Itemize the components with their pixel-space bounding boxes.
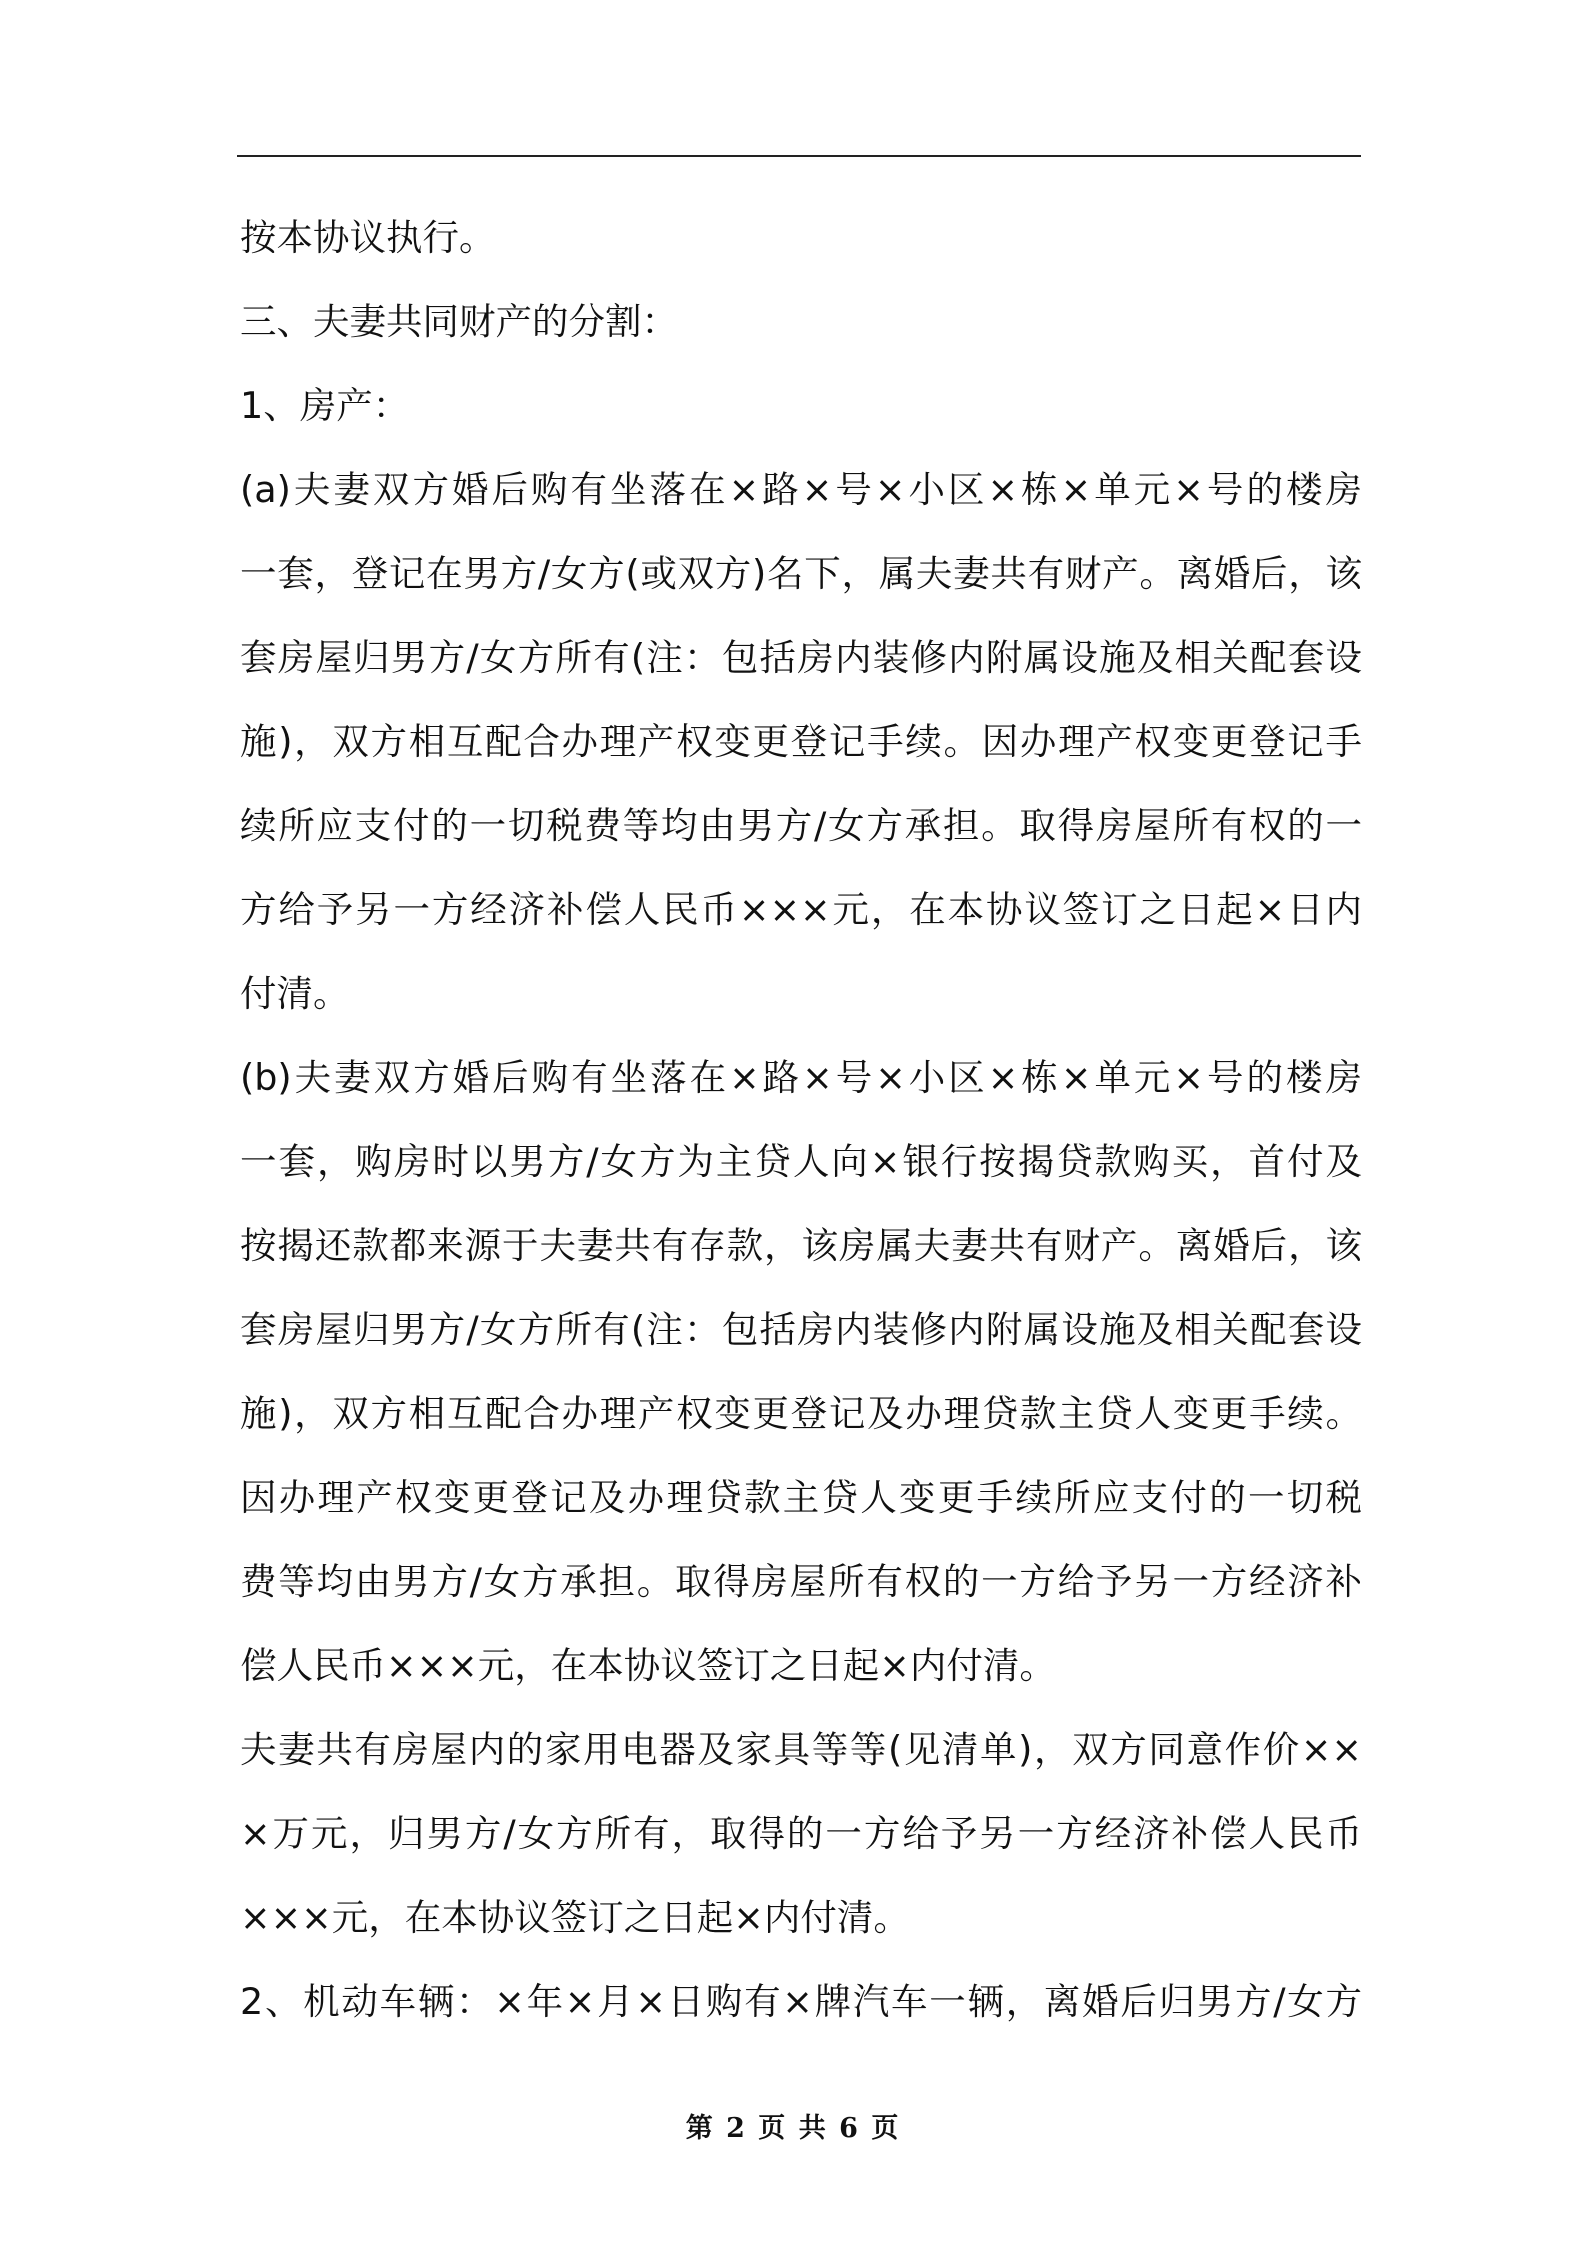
text-line: 续所应支付的一切税费等均由男方/女方承担。取得房屋所有权的一 xyxy=(240,804,1362,847)
text-line: 按揭还款都来源于夫妻共有存款，该房属夫妻共有财产。离婚后，该 xyxy=(240,1224,1362,1267)
text-line: 施)，双方相互配合办理产权变更登记及办理贷款主贷人变更手续。 xyxy=(240,1392,1362,1435)
text-line: 方给予另一方经济补偿人民币×××元，在本协议签订之日起×日内 xyxy=(240,888,1362,931)
text-line: (a)夫妻双方婚后购有坐落在×路×号×小区×栋×单元×号的楼房 xyxy=(240,468,1362,511)
text-line: 三、夫妻共同财产的分割： xyxy=(240,300,678,343)
footer-prefix: 第 xyxy=(685,2113,715,2144)
text-line: 套房屋归男方/女方所有(注：包括房内装修内附属设施及相关配套设 xyxy=(240,1308,1362,1351)
text-line: 施)，双方相互配合办理产权变更登记手续。因办理产权变更登记手 xyxy=(240,720,1362,763)
text-line: 偿人民币×××元，在本协议签订之日起×内付清。 xyxy=(240,1644,1056,1687)
footer-middle: 页 共 xyxy=(758,2113,828,2144)
text-line: 2、机动车辆：×年×月×日购有×牌汽车一辆，离婚后归男方/女方 xyxy=(240,1980,1362,2023)
text-line: (b)夫妻双方婚后购有坐落在×路×号×小区×栋×单元×号的楼房 xyxy=(240,1056,1362,1099)
footer-current-page: 2 xyxy=(726,2113,747,2144)
text-line: 1、房产： xyxy=(240,384,410,427)
text-line: 套房屋归男方/女方所有(注：包括房内装修内附属设施及相关配套设 xyxy=(240,636,1362,679)
footer-total-pages: 6 xyxy=(839,2113,860,2144)
text-line: 夫妻共有房屋内的家用电器及家具等等(见清单)，双方同意作价×× xyxy=(240,1728,1362,1771)
text-line: 费等均由男方/女方承担。取得房屋所有权的一方给予另一方经济补 xyxy=(240,1560,1362,1603)
header-rule xyxy=(237,155,1361,157)
text-line: 一套，登记在男方/女方(或双方)名下，属夫妻共有财产。离婚后，该 xyxy=(240,552,1362,595)
footer-suffix: 页 xyxy=(871,2113,901,2144)
text-line: 付清。 xyxy=(240,972,350,1015)
text-line: ×万元，归男方/女方所有，取得的一方给予另一方经济补偿人民币 xyxy=(240,1812,1362,1855)
document-body xyxy=(240,196,1362,2044)
text-line: 按本协议执行。 xyxy=(240,216,496,259)
text-line: 因办理产权变更登记及办理贷款主贷人变更手续所应支付的一切税 xyxy=(240,1476,1362,1519)
text-line: 一套，购房时以男方/女方为主贷人向×银行按揭贷款购买，首付及 xyxy=(240,1140,1362,1183)
text-line: ×××元，在本协议签订之日起×内付清。 xyxy=(240,1896,910,1939)
page-footer xyxy=(0,2106,1586,2145)
